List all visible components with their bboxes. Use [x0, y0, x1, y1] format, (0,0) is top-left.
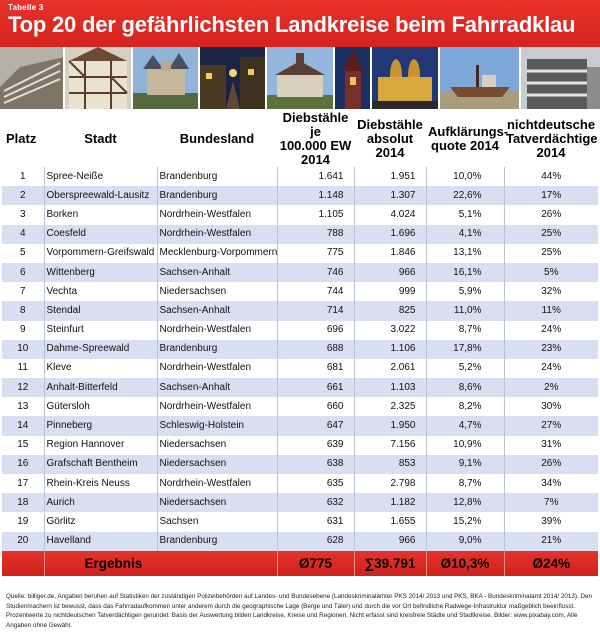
cell-diebstaehle-absolut: 1.307 — [354, 186, 426, 205]
cell-aufklaerungsquote: 8,7% — [426, 321, 504, 340]
cell-bundesland: Nordrhein-Westfalen — [157, 397, 277, 416]
cell-bundesland: Brandenburg — [157, 186, 277, 205]
cell-aufklaerungsquote: 10,0% — [426, 167, 504, 186]
cell-nichtdeutsche: 25% — [504, 225, 598, 244]
cell-aufklaerungsquote: 4,7% — [426, 416, 504, 435]
cell-stadt: Anhalt-Bitterfeld — [44, 378, 157, 397]
cell-stadt: Region Hannover — [44, 436, 157, 455]
cell-platz: 18 — [2, 493, 44, 512]
cell-diebstaehle-je: 639 — [277, 436, 354, 455]
photo-castle — [133, 47, 198, 109]
photo-boat — [440, 47, 519, 109]
cell-platz: 8 — [2, 301, 44, 320]
total-aufklaerungsquote: Ø10,3% — [426, 551, 504, 576]
cell-nichtdeutsche: 34% — [504, 474, 598, 493]
cell-diebstaehle-absolut: 1.951 — [354, 167, 426, 186]
cell-aufklaerungsquote: 8,7% — [426, 474, 504, 493]
table-row — [2, 186, 598, 205]
cell-diebstaehle-je: 688 — [277, 340, 354, 359]
cell-platz: 7 — [2, 282, 44, 301]
cell-diebstaehle-absolut: 1.103 — [354, 378, 426, 397]
source-note: Quelle: billiger.de, Angaben beruhen auf Statistiken der zuständigen Polizeibehörden auf Landes- und Bundesebene (Landeskriminalämter PKS 2014/ 2013 und PKS, BKA - Bundeskriminalamt 2014/ 2013). Den Studienmachern ist bewusst, dass das Fahrradaufkommen unter anderem durch die geographische Lage (Berge und Täler) und durch die vor Ort befindliche Radwege-Infrastruktur maßgeblich beeinflusst. Prozentwerte zu nichtdeutschen Tatverdächtigen gerundet. Basis der Auswertung bilden Landkreise, Kreise und Regionen. Nicht erfasst sind kreisfreie Städte und Stadtkreise. Bilder: www.pixabay.com, Alle Angaben ohne Gewähr. — [6, 593, 592, 629]
cell-nichtdeutsche: 2% — [504, 378, 598, 397]
table-row — [2, 359, 598, 378]
cell-diebstaehle-absolut: 4.024 — [354, 205, 426, 224]
cell-diebstaehle-absolut: 966 — [354, 263, 426, 282]
cell-nichtdeutsche: 25% — [504, 244, 598, 263]
cell-nichtdeutsche: 26% — [504, 455, 598, 474]
page-title: Top 20 der gefährlichsten Landkreise beim Fahrradklau — [8, 12, 576, 37]
cell-platz: 2 — [2, 186, 44, 205]
cell-diebstaehle-je: 681 — [277, 359, 354, 378]
cell-bundesland: Mecklenburg-Vorpommern — [157, 244, 277, 263]
cell-diebstaehle-absolut: 1.655 — [354, 512, 426, 531]
cell-aufklaerungsquote: 4,1% — [426, 225, 504, 244]
cell-platz: 15 — [2, 436, 44, 455]
cell-stadt: Spree-Neiße — [44, 167, 157, 186]
cell-diebstaehle-absolut: 1.696 — [354, 225, 426, 244]
cell-nichtdeutsche: 24% — [504, 321, 598, 340]
cell-nichtdeutsche: 23% — [504, 340, 598, 359]
photo-modern-building — [0, 47, 63, 109]
cell-diebstaehle-je: 696 — [277, 321, 354, 340]
cell-stadt: Wittenberg — [44, 263, 157, 282]
cell-diebstaehle-absolut: 966 — [354, 532, 426, 551]
ranking-table — [2, 110, 598, 576]
cell-diebstaehle-absolut: 825 — [354, 301, 426, 320]
photo-strip — [0, 47, 600, 109]
table-row — [2, 167, 598, 186]
table-row — [2, 378, 598, 397]
cell-platz: 11 — [2, 359, 44, 378]
cell-aufklaerungsquote: 5,9% — [426, 282, 504, 301]
cell-diebstaehle-absolut: 1.950 — [354, 416, 426, 435]
cell-stadt: Oberspreewald-Lausitz — [44, 186, 157, 205]
cell-stadt: Grafschaft Bentheim — [44, 455, 157, 474]
table-row — [2, 512, 598, 531]
cell-stadt: Vechta — [44, 282, 157, 301]
cell-stadt: Stendal — [44, 301, 157, 320]
table-tag: Tabelle 3 — [8, 3, 44, 12]
header-diebstaehle-je-100000: Diebstähle je 100.000 EW 2014 — [279, 109, 352, 167]
cell-nichtdeutsche: 24% — [504, 359, 598, 378]
cell-stadt: Steinfurt — [44, 321, 157, 340]
cell-platz: 6 — [2, 263, 44, 282]
cell-nichtdeutsche: 30% — [504, 397, 598, 416]
cell-platz: 9 — [2, 321, 44, 340]
cell-bundesland: Niedersachsen — [157, 493, 277, 512]
cell-platz: 3 — [2, 205, 44, 224]
cell-nichtdeutsche: 17% — [504, 186, 598, 205]
table-row — [2, 205, 598, 224]
cell-aufklaerungsquote: 8,2% — [426, 397, 504, 416]
table-row — [2, 474, 598, 493]
cell-aufklaerungsquote: 5,1% — [426, 205, 504, 224]
cell-bundesland: Nordrhein-Westfalen — [157, 359, 277, 378]
cell-platz: 1 — [2, 167, 44, 186]
cell-diebstaehle-je: 1.105 — [277, 205, 354, 224]
cell-diebstaehle-absolut: 999 — [354, 282, 426, 301]
table-row — [2, 225, 598, 244]
cell-stadt: Kleve — [44, 359, 157, 378]
cell-nichtdeutsche: 11% — [504, 301, 598, 320]
cell-platz: 20 — [2, 532, 44, 551]
cell-nichtdeutsche: 27% — [504, 416, 598, 435]
table-header-row — [2, 110, 598, 167]
cell-platz: 12 — [2, 378, 44, 397]
total-diebstaehle-je: Ø775 — [277, 551, 354, 576]
table-row — [2, 301, 598, 320]
total-diebstaehle-absolut: ∑39.791 — [354, 551, 426, 576]
cell-bundesland: Nordrhein-Westfalen — [157, 474, 277, 493]
cell-diebstaehle-absolut: 1.846 — [354, 244, 426, 263]
cell-diebstaehle-je: 775 — [277, 244, 354, 263]
cell-nichtdeutsche: 39% — [504, 512, 598, 531]
cell-diebstaehle-absolut: 2.798 — [354, 474, 426, 493]
photo-palace-night — [372, 47, 437, 109]
cell-stadt: Vorpommern-Greifswald — [44, 244, 157, 263]
cell-bundesland: Nordrhein-Westfalen — [157, 321, 277, 340]
table-row — [2, 321, 598, 340]
cell-nichtdeutsche: 26% — [504, 205, 598, 224]
cell-aufklaerungsquote: 12,8% — [426, 493, 504, 512]
cell-stadt: Coesfeld — [44, 225, 157, 244]
header-platz: Platz — [6, 130, 37, 146]
cell-platz: 10 — [2, 340, 44, 359]
cell-aufklaerungsquote: 9,1% — [426, 455, 504, 474]
cell-stadt: Rhein-Kreis Neuss — [44, 474, 157, 493]
cell-nichtdeutsche: 31% — [504, 436, 598, 455]
cell-stadt: Pinneberg — [44, 416, 157, 435]
cell-nichtdeutsche: 7% — [504, 493, 598, 512]
photo-church-tower — [335, 47, 371, 109]
table-row — [2, 282, 598, 301]
cell-platz: 16 — [2, 455, 44, 474]
cell-bundesland: Niedersachsen — [157, 436, 277, 455]
table-total-row — [2, 551, 598, 576]
cell-aufklaerungsquote: 9,0% — [426, 532, 504, 551]
cell-diebstaehle-je: 1.641 — [277, 167, 354, 186]
table-row — [2, 340, 598, 359]
title-banner — [0, 0, 600, 47]
table-row — [2, 397, 598, 416]
cell-diebstaehle-je: 647 — [277, 416, 354, 435]
cell-nichtdeutsche: 21% — [504, 532, 598, 551]
cell-diebstaehle-je: 628 — [277, 532, 354, 551]
cell-diebstaehle-absolut: 3.022 — [354, 321, 426, 340]
cell-bundesland: Schleswig-Holstein — [157, 416, 277, 435]
cell-aufklaerungsquote: 22,6% — [426, 186, 504, 205]
cell-aufklaerungsquote: 10,9% — [426, 436, 504, 455]
header-stadt: Stadt — [84, 130, 117, 146]
cell-platz: 17 — [2, 474, 44, 493]
cell-bundesland: Nordrhein-Westfalen — [157, 225, 277, 244]
cell-diebstaehle-je: 746 — [277, 263, 354, 282]
cell-aufklaerungsquote: 17,8% — [426, 340, 504, 359]
cell-bundesland: Nordrhein-Westfalen — [157, 205, 277, 224]
cell-nichtdeutsche: 44% — [504, 167, 598, 186]
photo-night-street — [200, 47, 265, 109]
cell-stadt: Borken — [44, 205, 157, 224]
cell-aufklaerungsquote: 15,2% — [426, 512, 504, 531]
cell-platz: 13 — [2, 397, 44, 416]
table-row — [2, 455, 598, 474]
cell-diebstaehle-absolut: 853 — [354, 455, 426, 474]
cell-diebstaehle-absolut: 7.156 — [354, 436, 426, 455]
photo-office-building — [521, 47, 600, 109]
cell-stadt: Görlitz — [44, 512, 157, 531]
photo-half-timbered — [65, 47, 130, 109]
cell-diebstaehle-absolut: 2.325 — [354, 397, 426, 416]
cell-diebstaehle-je: 1.148 — [277, 186, 354, 205]
cell-bundesland: Sachsen — [157, 512, 277, 531]
cell-aufklaerungsquote: 11,0% — [426, 301, 504, 320]
cell-stadt: Gütersloh — [44, 397, 157, 416]
cell-platz: 14 — [2, 416, 44, 435]
cell-aufklaerungsquote: 16,1% — [426, 263, 504, 282]
cell-diebstaehle-je: 631 — [277, 512, 354, 531]
total-label: Ergebnis — [44, 551, 277, 576]
cell-bundesland: Niedersachsen — [157, 455, 277, 474]
cell-platz: 19 — [2, 512, 44, 531]
cell-diebstaehle-absolut: 1.182 — [354, 493, 426, 512]
table-row — [2, 244, 598, 263]
table-row — [2, 532, 598, 551]
cell-diebstaehle-je: 632 — [277, 493, 354, 512]
table-row — [2, 493, 598, 512]
cell-stadt: Dahme-Spreewald — [44, 340, 157, 359]
table-row — [2, 416, 598, 435]
cell-diebstaehle-je: 661 — [277, 378, 354, 397]
cell-diebstaehle-je: 638 — [277, 455, 354, 474]
cell-diebstaehle-je: 714 — [277, 301, 354, 320]
cell-bundesland: Sachsen-Anhalt — [157, 263, 277, 282]
photo-manor — [267, 47, 332, 109]
cell-nichtdeutsche: 32% — [504, 282, 598, 301]
cell-platz: 5 — [2, 244, 44, 263]
cell-diebstaehle-absolut: 2.061 — [354, 359, 426, 378]
cell-aufklaerungsquote: 8,6% — [426, 378, 504, 397]
cell-bundesland: Brandenburg — [157, 340, 277, 359]
cell-stadt: Havelland — [44, 532, 157, 551]
table-row — [2, 436, 598, 455]
cell-aufklaerungsquote: 5,2% — [426, 359, 504, 378]
table-row — [2, 263, 598, 282]
cell-bundesland: Brandenburg — [157, 167, 277, 186]
cell-bundesland: Sachsen-Anhalt — [157, 301, 277, 320]
header-bundesland: Bundesland — [179, 130, 255, 146]
cell-diebstaehle-je: 788 — [277, 225, 354, 244]
cell-bundesland: Sachsen-Anhalt — [157, 378, 277, 397]
cell-diebstaehle-je: 744 — [277, 282, 354, 301]
cell-diebstaehle-absolut: 1.106 — [354, 340, 426, 359]
cell-nichtdeutsche: 5% — [504, 263, 598, 282]
cell-diebstaehle-je: 660 — [277, 397, 354, 416]
cell-stadt: Aurich — [44, 493, 157, 512]
cell-bundesland: Niedersachsen — [157, 282, 277, 301]
cell-bundesland: Brandenburg — [157, 532, 277, 551]
header-diebstaehle-absolut: Diebstähle absolut 2014 — [357, 116, 423, 160]
header-nichtdeutsche-tatverdaechtige: nichtdeutsche Tatverdächtige 2014 — [506, 116, 598, 160]
total-nichtdeutsche: Ø24% — [504, 551, 598, 576]
cell-platz: 4 — [2, 225, 44, 244]
cell-diebstaehle-je: 635 — [277, 474, 354, 493]
cell-aufklaerungsquote: 13,1% — [426, 244, 504, 263]
header-aufklaerungsquote: Aufklärungs- quote 2014 — [428, 123, 509, 153]
